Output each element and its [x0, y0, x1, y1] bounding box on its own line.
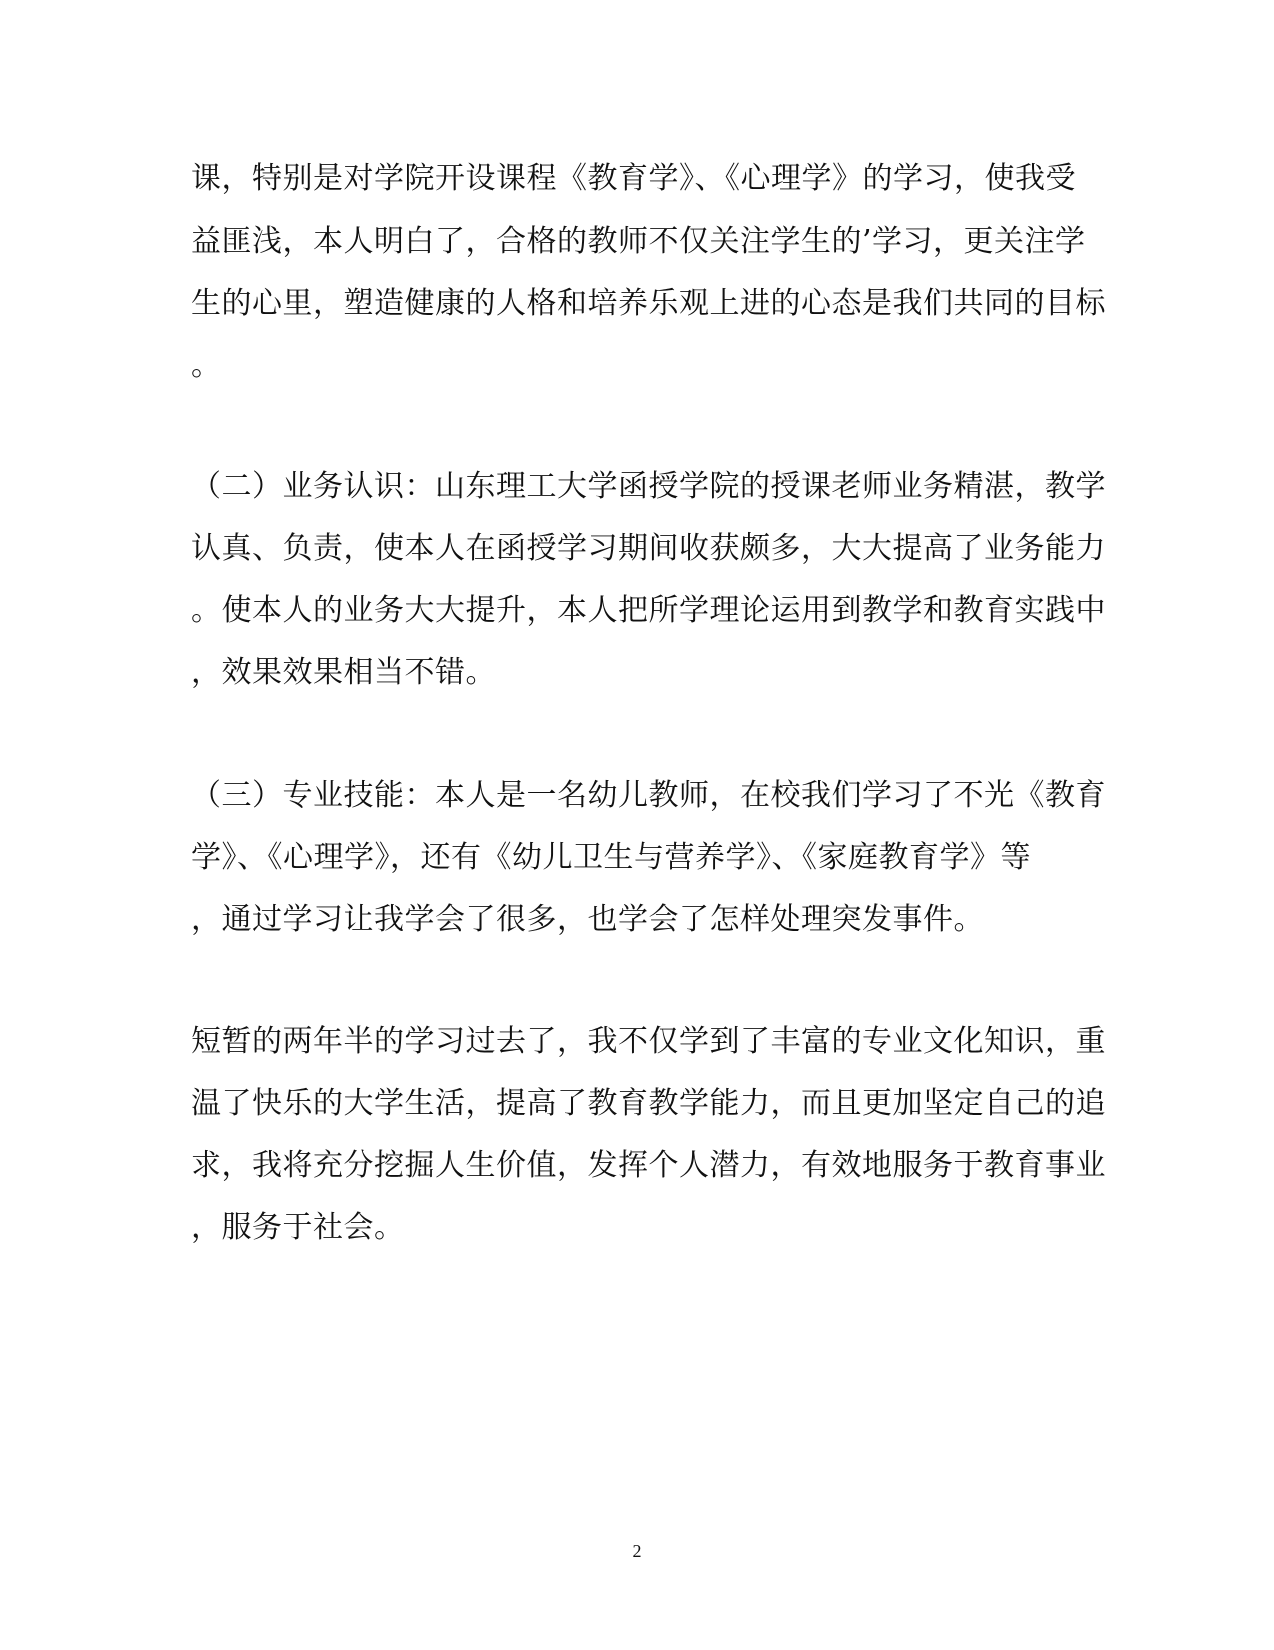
paragraph-4-line-2: 温了快乐的大学生活，提高了教育教学能力，而且更加坚定自己的追 — [191, 1086, 1106, 1121]
paragraph-3-line-2: 学》、《心理学》，还有《幼儿卫生与营养学》、《家庭教育学》等 — [191, 840, 1031, 875]
paragraph-4-line-1: 短暂的两年半的学习过去了，我不仅学到了丰富的专业文化知识，重 — [191, 1024, 1106, 1059]
paragraph-1-line-3: 生的心里，塑造健康的人格和培养乐观上进的心态是我们共同的目标 — [191, 286, 1106, 321]
paragraph-3-line-1: （三）专业技能：本人是一名幼儿教师，在校我们学习了不光《教育 — [191, 778, 1106, 813]
paragraph-2-line-1: （二）业务认识：山东理工大学函授学院的授课老师业务精湛，教学 — [191, 469, 1106, 504]
page-number: 2 — [632, 1541, 642, 1561]
paragraph-1-line-4: 。 — [191, 348, 222, 383]
paragraph-4-line-3: 求，我将充分挖掘人生价值，发挥个人潜力，有效地服务于教育事业 — [191, 1148, 1106, 1183]
paragraph-4-line-4: ，服务于社会。 — [191, 1210, 405, 1245]
paragraph-1-line-2: 益匪浅，本人明白了，合格的教师不仅关注学生的’学习，更关注学 — [191, 224, 1086, 259]
paragraph-2-line-3: 。使本人的业务大大提升，本人把所学理论运用到教学和教育实践中 — [191, 593, 1106, 628]
paragraph-3-line-3: ，通过学习让我学会了很多，也学会了怎样处理突发事件。 — [191, 902, 984, 937]
paragraph-1-line-1: 课，特别是对学院开设课程《教育学》、《心理学》的学习，使我受 — [191, 161, 1076, 196]
paragraph-2-line-2: 认真、负责，使本人在函授学习期间收获颇多，大大提高了业务能力 — [191, 531, 1106, 566]
paragraph-2-line-4: ，效果效果相当不错。 — [191, 655, 496, 690]
